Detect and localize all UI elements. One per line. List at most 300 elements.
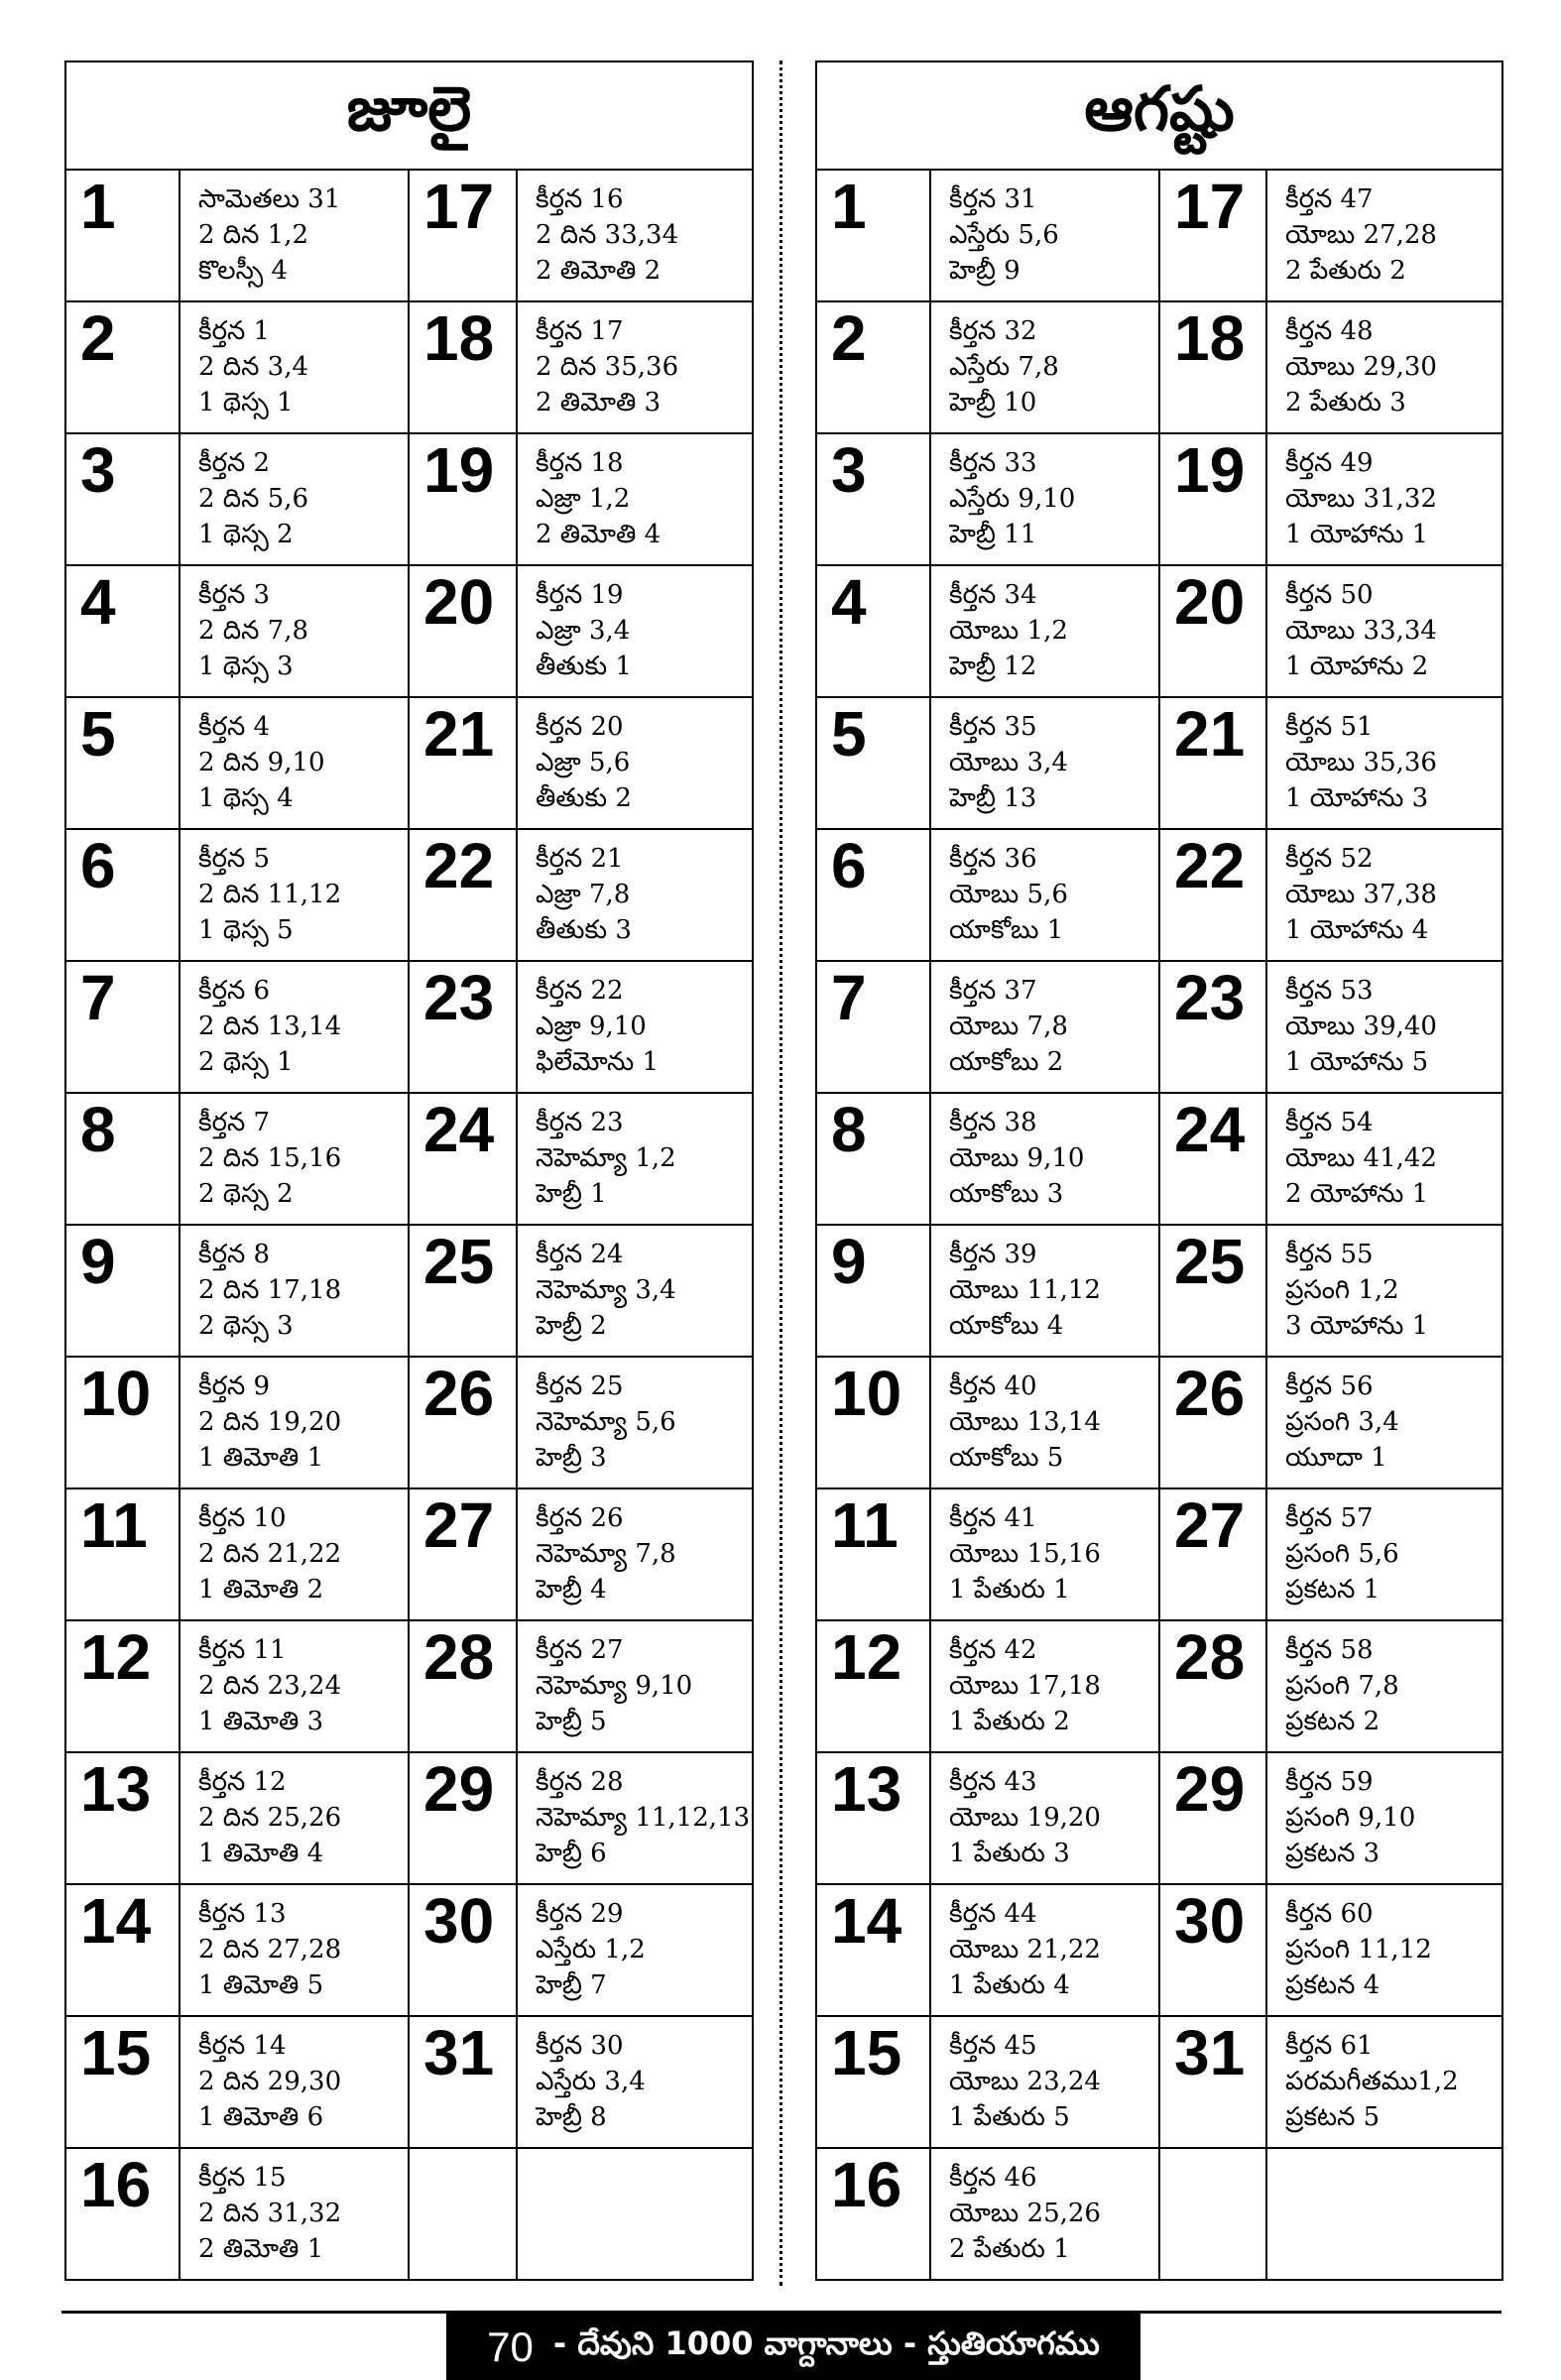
reading-line: యాకోబు 2 <box>949 1047 1064 1077</box>
reading-line: కీర్తన 9 <box>198 1371 271 1401</box>
day-number: 13 <box>65 1752 180 1884</box>
reading-line: 2 తిమోతి 2 <box>536 256 661 286</box>
reading-line: 2 దిన 9,10 <box>198 748 325 777</box>
reading-line: కీర్తన 20 <box>536 712 624 742</box>
reading-line: 1 తిమోతి 4 <box>198 1839 324 1868</box>
table-row <box>65 829 753 961</box>
table-row <box>65 1752 753 1884</box>
reading-line: 2 దిన 7,8 <box>198 616 309 646</box>
day-readings <box>1266 961 1502 1093</box>
reading-line: కీర్తన 35 <box>949 712 1037 742</box>
reading-line: ప్రసంగి 3,4 <box>1285 1407 1399 1437</box>
empty-day-cell <box>1159 2148 1266 2280</box>
table-row <box>816 829 1502 961</box>
reading-line: 3 యోహాను 1 <box>1285 1311 1429 1341</box>
reading-line: ప్రకటన 5 <box>1285 2102 1381 2132</box>
reading-line: కీర్తన 50 <box>1285 580 1374 610</box>
day-readings <box>180 697 409 829</box>
table-row <box>816 961 1502 1093</box>
day-readings <box>180 1225 409 1357</box>
table-row <box>816 433 1502 565</box>
table-row <box>816 697 1502 829</box>
reading-line: కీర్తన 56 <box>1285 1371 1374 1401</box>
reading-line: కీర్తన 45 <box>949 2031 1037 2061</box>
table-row <box>65 433 753 565</box>
reading-line: హెబ్రీ 3 <box>536 1443 607 1473</box>
day-readings <box>517 1620 753 1752</box>
reading-line: కీర్తన 2 <box>198 448 271 478</box>
reading-line: కీర్తన 39 <box>949 1240 1037 1269</box>
table-row <box>816 1620 1502 1752</box>
reading-line: కీర్తన 34 <box>949 580 1037 610</box>
day-readings <box>517 1488 753 1620</box>
header-row <box>65 61 753 170</box>
reading-line: కీర్తన 31 <box>949 184 1037 214</box>
day-number: 2 <box>65 301 180 433</box>
reading-line: నెహెమ్యా 7,8 <box>536 1539 676 1569</box>
day-readings <box>930 1884 1159 2016</box>
reading-line: కీర్తన 18 <box>536 448 624 478</box>
reading-line: కీర్తన 40 <box>949 1371 1037 1401</box>
reading-line: 2 తిమోతి 3 <box>536 388 661 417</box>
day-readings <box>517 829 753 961</box>
reading-line: ఎజ్రా 7,8 <box>536 880 631 909</box>
table-row <box>65 301 753 433</box>
day-number: 6 <box>816 829 930 961</box>
reading-line: యాకోబు 5 <box>949 1443 1064 1473</box>
reading-line: కీర్తన 28 <box>536 1767 624 1797</box>
reading-line: కీర్తన 5 <box>198 844 271 874</box>
day-readings <box>930 1093 1159 1225</box>
reading-line: యోబు 27,28 <box>1285 220 1437 250</box>
day-number: 19 <box>1159 433 1266 565</box>
reading-line: 2 దిన 29,30 <box>198 2067 342 2096</box>
reading-line: యోబు 35,36 <box>1285 748 1437 777</box>
day-number: 12 <box>816 1620 930 1752</box>
reading-line: కీర్తన 6 <box>198 976 271 1006</box>
reading-line: 1 యోహాను 4 <box>1285 915 1429 945</box>
reading-line: 2 దిన 15,16 <box>198 1143 342 1173</box>
reading-line: 2 దిన 17,18 <box>198 1275 342 1305</box>
day-readings <box>930 2016 1159 2148</box>
reading-line: కీర్తన 10 <box>198 1503 287 1533</box>
month-title: జూలై <box>65 61 753 170</box>
reading-line: కీర్తన 3 <box>198 580 271 610</box>
day-number: 3 <box>816 433 930 565</box>
reading-line: 2 యోహాను 1 <box>1285 1179 1429 1209</box>
reading-line: యోబు 41,42 <box>1285 1143 1437 1173</box>
table-row <box>65 1488 753 1620</box>
day-number: 20 <box>1159 565 1266 697</box>
day-readings <box>517 1225 753 1357</box>
reading-line: 2 థెస్స 3 <box>198 1311 294 1341</box>
day-number: 7 <box>816 961 930 1093</box>
reading-line: 1 పేతురు 1 <box>949 1575 1070 1605</box>
reading-line: 1 థెస్స 5 <box>198 915 294 945</box>
july-panel <box>64 60 752 2281</box>
table-row <box>65 1357 753 1488</box>
reading-line: 2 దిన 11,12 <box>198 880 342 909</box>
reading-line: ఎజ్రా 1,2 <box>536 484 631 514</box>
table-row <box>816 170 1502 301</box>
day-number: 8 <box>816 1093 930 1225</box>
reading-line: 1 యోహాను 5 <box>1285 1047 1429 1077</box>
day-readings <box>930 301 1159 433</box>
day-number: 30 <box>409 1884 517 2016</box>
month-title: ఆగష్టు <box>816 61 1502 170</box>
day-readings <box>1266 697 1502 829</box>
reading-line: నెహెమ్యా 11,12,13 <box>536 1803 751 1833</box>
table-row <box>816 2148 1502 2280</box>
reading-line: హెబ్రీ 10 <box>949 388 1037 417</box>
reading-line: యోబు 9,10 <box>949 1143 1085 1173</box>
table-row <box>65 170 753 301</box>
reading-line: తీతుకు 1 <box>536 652 632 681</box>
reading-line: కీర్తన 44 <box>949 1899 1037 1929</box>
book-title: - దేవుని 1000 వాగ్దానాలు - స్తుతియాగము <box>552 2323 1100 2362</box>
day-number: 25 <box>1159 1225 1266 1357</box>
reading-line: ప్రసంగి 5,6 <box>1285 1539 1399 1569</box>
reading-line: ఎస్తేరు 5,6 <box>949 220 1059 250</box>
table-row <box>65 961 753 1093</box>
table-row <box>65 1884 753 2016</box>
reading-line: కీర్తన 23 <box>536 1108 624 1137</box>
reading-line: యోబు 37,38 <box>1285 880 1437 909</box>
day-readings <box>180 565 409 697</box>
day-readings <box>517 170 753 301</box>
day-number: 21 <box>1159 697 1266 829</box>
day-readings <box>1266 1488 1502 1620</box>
table-row <box>65 1093 753 1225</box>
reading-line: 2 థెస్స 2 <box>198 1179 294 1209</box>
reading-line: హెబ్రీ 13 <box>949 783 1037 813</box>
reading-line: కీర్తన 36 <box>949 844 1037 874</box>
reading-line: నెహెమ్యా 1,2 <box>536 1143 676 1173</box>
reading-line: 2 పేతురు 1 <box>949 2234 1070 2264</box>
reading-line: ఎజ్రా 9,10 <box>536 1012 647 1041</box>
day-readings <box>1266 1620 1502 1752</box>
reading-line: కీర్తన 27 <box>536 1635 624 1665</box>
day-number: 18 <box>1159 301 1266 433</box>
day-number: 26 <box>1159 1357 1266 1488</box>
day-readings <box>1266 1093 1502 1225</box>
day-readings <box>517 1093 753 1225</box>
day-readings <box>1266 433 1502 565</box>
reading-line: యోబు 31,32 <box>1285 484 1437 514</box>
day-readings <box>930 1752 1159 1884</box>
day-number: 25 <box>409 1225 517 1357</box>
day-number: 7 <box>65 961 180 1093</box>
reading-line: ప్రకటన 1 <box>1285 1575 1381 1605</box>
reading-line: హెబ్రీ 5 <box>536 1707 607 1736</box>
reading-line: 2 దిన 27,28 <box>198 1935 342 1964</box>
day-number: 29 <box>409 1752 517 1884</box>
reading-line: కీర్తన 7 <box>198 1108 271 1137</box>
reading-line: కీర్తన 52 <box>1285 844 1374 874</box>
day-number: 30 <box>1159 1884 1266 2016</box>
reading-line: కీర్తన 47 <box>1285 184 1374 214</box>
day-readings <box>517 433 753 565</box>
day-readings <box>1266 1357 1502 1488</box>
reading-line: కీర్తన 22 <box>536 976 624 1006</box>
reading-line: కీర్తన 25 <box>536 1371 624 1401</box>
day-number: 1 <box>65 170 180 301</box>
reading-line: హెబ్రీ 4 <box>536 1575 607 1605</box>
day-readings <box>930 1620 1159 1752</box>
reading-line: కీర్తన 12 <box>198 1767 287 1797</box>
reading-line: యాకోబు 3 <box>949 1179 1064 1209</box>
empty-readings-cell <box>1266 2148 1502 2280</box>
reading-line: కీర్తన 41 <box>949 1503 1037 1533</box>
day-readings <box>517 697 753 829</box>
reading-line: కీర్తన 51 <box>1285 712 1374 742</box>
reading-line: కీర్తన 49 <box>1285 448 1374 478</box>
reading-line: కీర్తన 57 <box>1285 1503 1374 1533</box>
reading-line: 1 తిమోతి 1 <box>198 1443 324 1473</box>
empty-readings-cell <box>517 2148 753 2280</box>
table-row <box>65 1225 753 1357</box>
day-number: 3 <box>65 433 180 565</box>
reading-line: కీర్తన 4 <box>198 712 271 742</box>
day-number: 10 <box>816 1357 930 1488</box>
day-number: 5 <box>816 697 930 829</box>
reading-line: 2 దిన 31,32 <box>198 2199 342 2228</box>
day-number: 14 <box>816 1884 930 2016</box>
reading-line: హెబ్రీ 7 <box>536 1970 607 2000</box>
reading-line: కీర్తన 42 <box>949 1635 1037 1665</box>
day-number: 17 <box>1159 170 1266 301</box>
day-readings <box>180 1884 409 2016</box>
day-number: 4 <box>816 565 930 697</box>
day-readings <box>180 1488 409 1620</box>
dotted-divider <box>780 60 782 2286</box>
reading-line: 2 పేతురు 3 <box>1285 388 1406 417</box>
reading-line: ప్రకటన 2 <box>1285 1707 1381 1736</box>
reading-line: కీర్తన 21 <box>536 844 624 874</box>
day-readings <box>930 1488 1159 1620</box>
reading-line: ప్రసంగి 11,12 <box>1285 1935 1432 1964</box>
reading-line: ప్రకటన 3 <box>1285 1839 1381 1868</box>
reading-line: 2 దిన 35,36 <box>536 352 679 382</box>
table-header <box>65 61 753 170</box>
reading-line: హెబ్రీ 6 <box>536 1839 607 1868</box>
day-readings <box>517 565 753 697</box>
day-number: 9 <box>816 1225 930 1357</box>
reading-line: కీర్తన 19 <box>536 580 624 610</box>
reading-line: 2 దిన 25,26 <box>198 1803 342 1833</box>
reading-line: 1 థెస్స 1 <box>198 388 294 417</box>
day-number: 9 <box>65 1225 180 1357</box>
table-row <box>816 1752 1502 1884</box>
table-row <box>65 697 753 829</box>
day-readings <box>1266 170 1502 301</box>
reading-line: 2 దిన 1,2 <box>198 220 309 250</box>
reading-line: కీర్తన 58 <box>1285 1635 1374 1665</box>
reading-line: 2 దిన 33,34 <box>536 220 679 250</box>
reading-line: 1 థెస్స 2 <box>198 520 294 549</box>
day-readings <box>930 2148 1159 2280</box>
day-readings <box>180 2016 409 2148</box>
day-readings <box>180 301 409 433</box>
day-readings <box>180 829 409 961</box>
reading-line: కీర్తన 16 <box>536 184 624 214</box>
reading-line: నెహెమ్యా 3,4 <box>536 1275 676 1305</box>
day-number: 24 <box>409 1093 517 1225</box>
day-readings <box>930 961 1159 1093</box>
reading-line: కీర్తన 13 <box>198 1899 287 1929</box>
reading-line: యోబు 15,16 <box>949 1539 1101 1569</box>
table-row <box>816 1488 1502 1620</box>
reading-line: హెబ్రీ 1 <box>536 1179 607 1209</box>
table-header <box>816 61 1502 170</box>
reading-line: ఎస్తేరు 7,8 <box>949 352 1059 382</box>
reading-line: ఎజ్రా 5,6 <box>536 748 631 777</box>
day-readings <box>1266 1884 1502 2016</box>
reading-line: 2 దిన 19,20 <box>198 1407 342 1437</box>
reading-line: 2 దిన 5,6 <box>198 484 309 514</box>
day-number: 17 <box>409 170 517 301</box>
day-readings <box>930 433 1159 565</box>
day-number: 22 <box>1159 829 1266 961</box>
day-readings <box>517 1752 753 1884</box>
day-number: 27 <box>1159 1488 1266 1620</box>
reading-line: ఫిలేమోను 1 <box>536 1047 660 1077</box>
reading-line: కీర్తన 26 <box>536 1503 624 1533</box>
day-readings <box>1266 301 1502 433</box>
day-number: 23 <box>1159 961 1266 1093</box>
day-readings <box>517 1884 753 2016</box>
day-number: 18 <box>409 301 517 433</box>
reading-line: కీర్తన 48 <box>1285 316 1374 346</box>
reading-line: యోబు 25,26 <box>949 2199 1101 2228</box>
day-number: 31 <box>409 2016 517 2148</box>
august-panel <box>815 60 1501 2281</box>
reading-line: ప్రసంగి 1,2 <box>1285 1275 1399 1305</box>
reading-line: 2 దిన 3,4 <box>198 352 309 382</box>
reading-line: హెబ్రీ 9 <box>949 256 1021 286</box>
day-number: 11 <box>65 1488 180 1620</box>
table-row <box>65 2148 753 2280</box>
reading-line: 1 పేతురు 2 <box>949 1707 1070 1736</box>
reading-line: యోబు 23,24 <box>949 2067 1101 2096</box>
reading-line: కీర్తన 30 <box>536 2031 624 2061</box>
page-number: 70 <box>487 2322 534 2370</box>
reading-line: హెబ్రీ 12 <box>949 652 1037 681</box>
reading-line: యోబు 5,6 <box>949 880 1068 909</box>
reading-line: యోబు 29,30 <box>1285 352 1437 382</box>
reading-line: 1 పేతురు 3 <box>949 1839 1070 1868</box>
reading-line: ఎజ్రా 3,4 <box>536 616 631 646</box>
day-number: 31 <box>1159 2016 1266 2148</box>
day-readings <box>930 170 1159 301</box>
reading-line: ప్రకటన 4 <box>1285 1970 1381 2000</box>
day-number: 23 <box>409 961 517 1093</box>
reading-line: 1 యోహాను 3 <box>1285 783 1429 813</box>
reading-line: కీర్తన 61 <box>1285 2031 1374 2061</box>
day-readings <box>180 2148 409 2280</box>
reading-line: 2 తిమోతి 1 <box>198 2234 324 2264</box>
day-readings <box>1266 2016 1502 2148</box>
day-readings <box>180 433 409 565</box>
day-number: 19 <box>409 433 517 565</box>
running-footer <box>446 2314 1141 2380</box>
reading-line: కీర్తన 32 <box>949 316 1037 346</box>
reading-line: 2 పేతురు 2 <box>1285 256 1406 286</box>
day-readings <box>517 961 753 1093</box>
table-row <box>816 565 1502 697</box>
reading-line: కీర్తన 46 <box>949 2163 1037 2193</box>
reading-line: కీర్తన 55 <box>1285 1240 1374 1269</box>
reading-line: కీర్తన 17 <box>536 316 624 346</box>
reading-line: కీర్తన 15 <box>198 2163 287 2193</box>
reading-line: హెబ్రీ 8 <box>536 2102 607 2132</box>
reading-line: కీర్తన 14 <box>198 2031 287 2061</box>
day-number: 6 <box>65 829 180 961</box>
reading-line: తీతుకు 2 <box>536 783 632 813</box>
day-number: 11 <box>816 1488 930 1620</box>
day-number: 10 <box>65 1357 180 1488</box>
reading-line: యూదా 1 <box>1285 1443 1387 1473</box>
reading-line: ఎస్తేరు 3,4 <box>536 2067 646 2096</box>
day-readings <box>930 565 1159 697</box>
reading-line: కొలస్సీ 4 <box>198 256 289 286</box>
reading-line: యోబు 19,20 <box>949 1803 1101 1833</box>
day-readings <box>517 1357 753 1488</box>
reading-line: ఎస్తేరు 9,10 <box>949 484 1076 514</box>
header-row <box>816 61 1502 170</box>
day-number: 15 <box>65 2016 180 2148</box>
day-readings <box>180 1357 409 1488</box>
day-number: 24 <box>1159 1093 1266 1225</box>
reading-line: 2 దిన 23,24 <box>198 1671 342 1701</box>
day-readings <box>180 1620 409 1752</box>
reading-line: 1 పేతురు 5 <box>949 2102 1070 2132</box>
reading-line: 1 తిమోతి 5 <box>198 1970 324 2000</box>
table-row <box>65 565 753 697</box>
day-number: 13 <box>816 1752 930 1884</box>
day-readings <box>1266 1225 1502 1357</box>
day-readings <box>930 1225 1159 1357</box>
table-row <box>816 1884 1502 2016</box>
table-row <box>816 1357 1502 1488</box>
reading-line: 1 యోహాను 2 <box>1285 652 1429 681</box>
reading-line: యోబు 1,2 <box>949 616 1068 646</box>
reading-line: కీర్తన 60 <box>1285 1899 1374 1929</box>
day-number: 8 <box>65 1093 180 1225</box>
reading-line: యోబు 17,18 <box>949 1671 1101 1701</box>
day-number: 4 <box>65 565 180 697</box>
reading-line: కీర్తన 29 <box>536 1899 624 1929</box>
day-number: 28 <box>409 1620 517 1752</box>
day-number: 1 <box>816 170 930 301</box>
reading-line: పరమగీతము1,2 <box>1285 2067 1459 2096</box>
reading-line: యాకోబు 4 <box>949 1311 1064 1341</box>
reading-line: 2 దిన 21,22 <box>198 1539 342 1569</box>
reading-line: 1 తిమోతి 3 <box>198 1707 324 1736</box>
july-days <box>65 170 753 2280</box>
day-readings <box>930 1357 1159 1488</box>
reading-line: 1 తిమోతి 2 <box>198 1575 324 1605</box>
reading-line: హెబ్రీ 2 <box>536 1311 607 1341</box>
day-number: 14 <box>65 1884 180 2016</box>
reading-line: కీర్తన 38 <box>949 1108 1037 1137</box>
august-days <box>816 170 1502 2280</box>
reading-line: కీర్తన 11 <box>198 1635 287 1665</box>
reading-line: 2 తిమోతి 4 <box>536 520 661 549</box>
day-number: 16 <box>816 2148 930 2280</box>
day-readings <box>1266 829 1502 961</box>
table-row <box>65 2016 753 2148</box>
